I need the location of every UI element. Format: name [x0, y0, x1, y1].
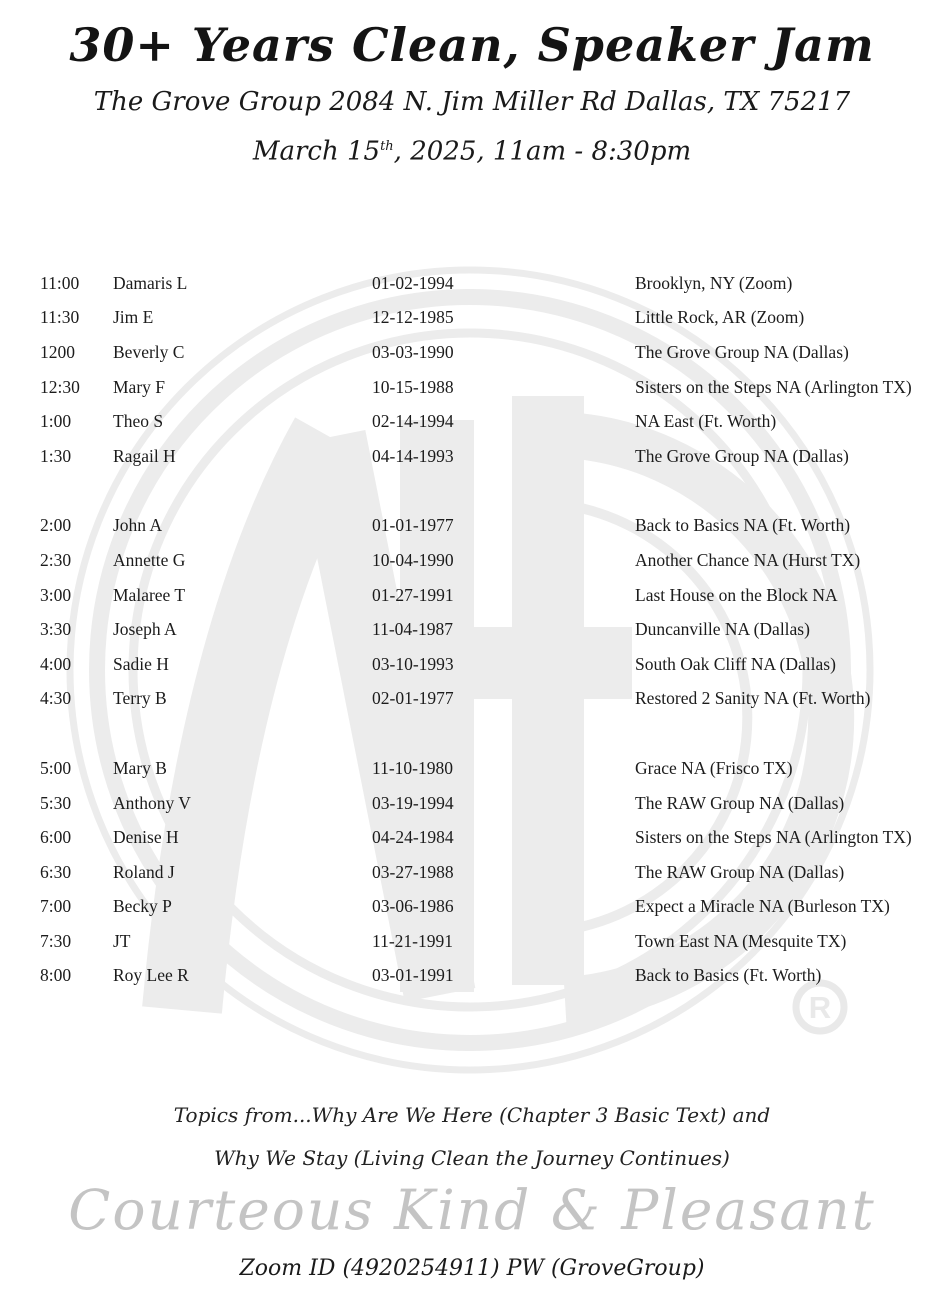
location-cell: Town East NA (Mesquite TX) [635, 930, 847, 951]
name-cell: John A [113, 515, 163, 536]
schedule-row [0, 301, 944, 336]
name-cell: Roy Lee R [113, 965, 189, 986]
time-cell: 7:00 [40, 896, 72, 917]
schedule-row [0, 266, 944, 301]
event-date-prefix: March 15 [252, 136, 381, 167]
topics-line-1: Topics from...Why Are We Here (Chapter 3 Basic Text) and [173, 1103, 771, 1127]
name-cell: JT [113, 930, 131, 951]
location-cell: The Grove Group NA (Dallas) [635, 341, 849, 362]
schedule-row [0, 404, 944, 439]
location-cell: The Grove Group NA (Dallas) [635, 445, 849, 466]
schedule-group [0, 266, 944, 474]
clean-date-cell: 03-27-1988 [372, 861, 454, 882]
clean-date-cell: 01-27-1991 [372, 584, 454, 605]
name-cell: Anthony V [113, 792, 191, 813]
time-cell: 6:00 [40, 827, 72, 848]
clean-date-cell: 10-04-1990 [372, 549, 454, 570]
time-cell: 5:00 [40, 757, 72, 778]
location-cell: Back to Basics (Ft. Worth) [635, 965, 822, 986]
time-cell: 1:30 [40, 445, 72, 466]
name-cell: Annette G [113, 549, 186, 570]
time-cell: 6:30 [40, 861, 72, 882]
schedule-row [0, 509, 944, 544]
location-cell: Sisters on the Steps NA (Arlington TX) [635, 827, 912, 848]
name-cell: Jim E [113, 307, 154, 328]
clean-date-cell: 10-15-1988 [372, 376, 454, 397]
name-cell: Ragail H [113, 445, 176, 466]
location-cell: NA East (Ft. Worth) [635, 411, 777, 432]
time-cell: 11:30 [40, 307, 80, 328]
name-cell: Mary B [113, 757, 167, 778]
location-cell: Back to Basics NA (Ft. Worth) [635, 515, 851, 536]
clean-date-cell: 03-19-1994 [372, 792, 454, 813]
clean-date-cell: 11-21-1991 [372, 930, 454, 951]
location-cell: Last House on the Block NA [635, 584, 838, 605]
clean-date-cell: 12-12-1985 [372, 307, 454, 328]
time-cell: 12:30 [40, 376, 80, 397]
name-cell: Sadie H [113, 653, 169, 674]
topics-line-2: Why We Stay (Living Clean the Journey Continues) [214, 1146, 730, 1170]
schedule-row [0, 890, 944, 925]
clean-date-cell: 02-14-1994 [372, 411, 454, 432]
time-cell: 4:30 [40, 688, 72, 709]
clean-date-cell: 03-01-1991 [372, 965, 454, 986]
name-cell: Mary F [113, 376, 166, 397]
time-cell: 2:30 [40, 549, 72, 570]
time-cell: 7:30 [40, 930, 72, 951]
time-cell: 5:30 [40, 792, 72, 813]
schedule-row [0, 786, 944, 821]
registered-mark-letter: R [808, 990, 832, 1025]
time-cell: 3:00 [40, 584, 72, 605]
clean-date-cell: 01-02-1994 [372, 272, 454, 293]
time-cell: 1200 [40, 341, 75, 362]
clean-date-cell: 03-06-1986 [372, 896, 454, 917]
schedule-row [0, 855, 944, 890]
schedule-row [0, 543, 944, 578]
location-cell: Little Rock, AR (Zoom) [635, 307, 805, 328]
clean-date-cell: 11-04-1987 [372, 619, 454, 640]
name-cell: Theo S [113, 411, 164, 432]
schedule-row [0, 751, 944, 786]
clean-date-cell: 04-14-1993 [372, 445, 454, 466]
clean-date-cell: 01-01-1977 [372, 515, 454, 536]
schedule-row [0, 335, 944, 370]
time-cell: 2:00 [40, 515, 72, 536]
location-cell: The RAW Group NA (Dallas) [635, 792, 845, 813]
clean-date-cell: 03-10-1993 [372, 653, 454, 674]
schedule-row [0, 439, 944, 474]
name-cell: Damaris L [113, 272, 188, 293]
clean-date-cell: 04-24-1984 [372, 827, 454, 848]
location-cell: Duncanville NA (Dallas) [635, 619, 810, 640]
time-cell: 8:00 [40, 965, 72, 986]
time-cell: 1:00 [40, 411, 72, 432]
location-cell: Grace NA (Frisco TX) [635, 757, 793, 778]
location-cell: The RAW Group NA (Dallas) [635, 861, 845, 882]
schedule-row [0, 924, 944, 959]
event-date-ordinal: th [380, 139, 394, 154]
zoom-credentials: Zoom ID (4920254911) PW (GroveGroup) [239, 1256, 705, 1281]
name-cell: Beverly C [113, 341, 185, 362]
location-cell: Restored 2 Sanity NA (Ft. Worth) [635, 688, 871, 709]
schedule-table [0, 266, 944, 1028]
flyer-header [0, 0, 944, 175]
schedule-row [0, 959, 944, 994]
event-address: The Grove Group 2084 N. Jim Miller Rd Dallas, TX 75217 [93, 87, 851, 117]
time-cell: 3:30 [40, 619, 72, 640]
time-cell: 4:00 [40, 653, 72, 674]
clean-date-cell: 02-01-1977 [372, 688, 454, 709]
name-cell: Roland J [113, 861, 175, 882]
schedule-group [0, 751, 944, 993]
tagline: Courteous Kind & Pleasant [68, 1178, 876, 1242]
schedule-group [0, 509, 944, 717]
schedule-row [0, 370, 944, 405]
location-cell: Another Chance NA (Hurst TX) [635, 549, 861, 570]
location-cell: Sisters on the Steps NA (Arlington TX) [635, 376, 912, 397]
clean-date-cell: 11-10-1980 [372, 757, 454, 778]
location-cell: Expect a Miracle NA (Burleson TX) [635, 896, 890, 917]
name-cell: Becky P [113, 896, 172, 917]
page-title: 30+ Years Clean, Speaker Jam [69, 18, 875, 72]
schedule-row [0, 578, 944, 613]
name-cell: Terry B [113, 688, 167, 709]
schedule-row [0, 647, 944, 682]
schedule-row [0, 612, 944, 647]
clean-date-cell: 03-03-1990 [372, 341, 454, 362]
location-cell: Brooklyn, NY (Zoom) [635, 272, 793, 293]
name-cell: Denise H [113, 827, 179, 848]
event-datetime [0, 124, 944, 175]
schedule-row [0, 820, 944, 855]
schedule-row [0, 682, 944, 717]
location-cell: South Oak Cliff NA (Dallas) [635, 653, 836, 674]
time-cell: 11:00 [40, 272, 80, 293]
name-cell: Malaree T [113, 584, 186, 605]
event-date-suffix: , 2025, 11am - 8:30pm [393, 136, 692, 167]
name-cell: Joseph A [113, 619, 177, 640]
